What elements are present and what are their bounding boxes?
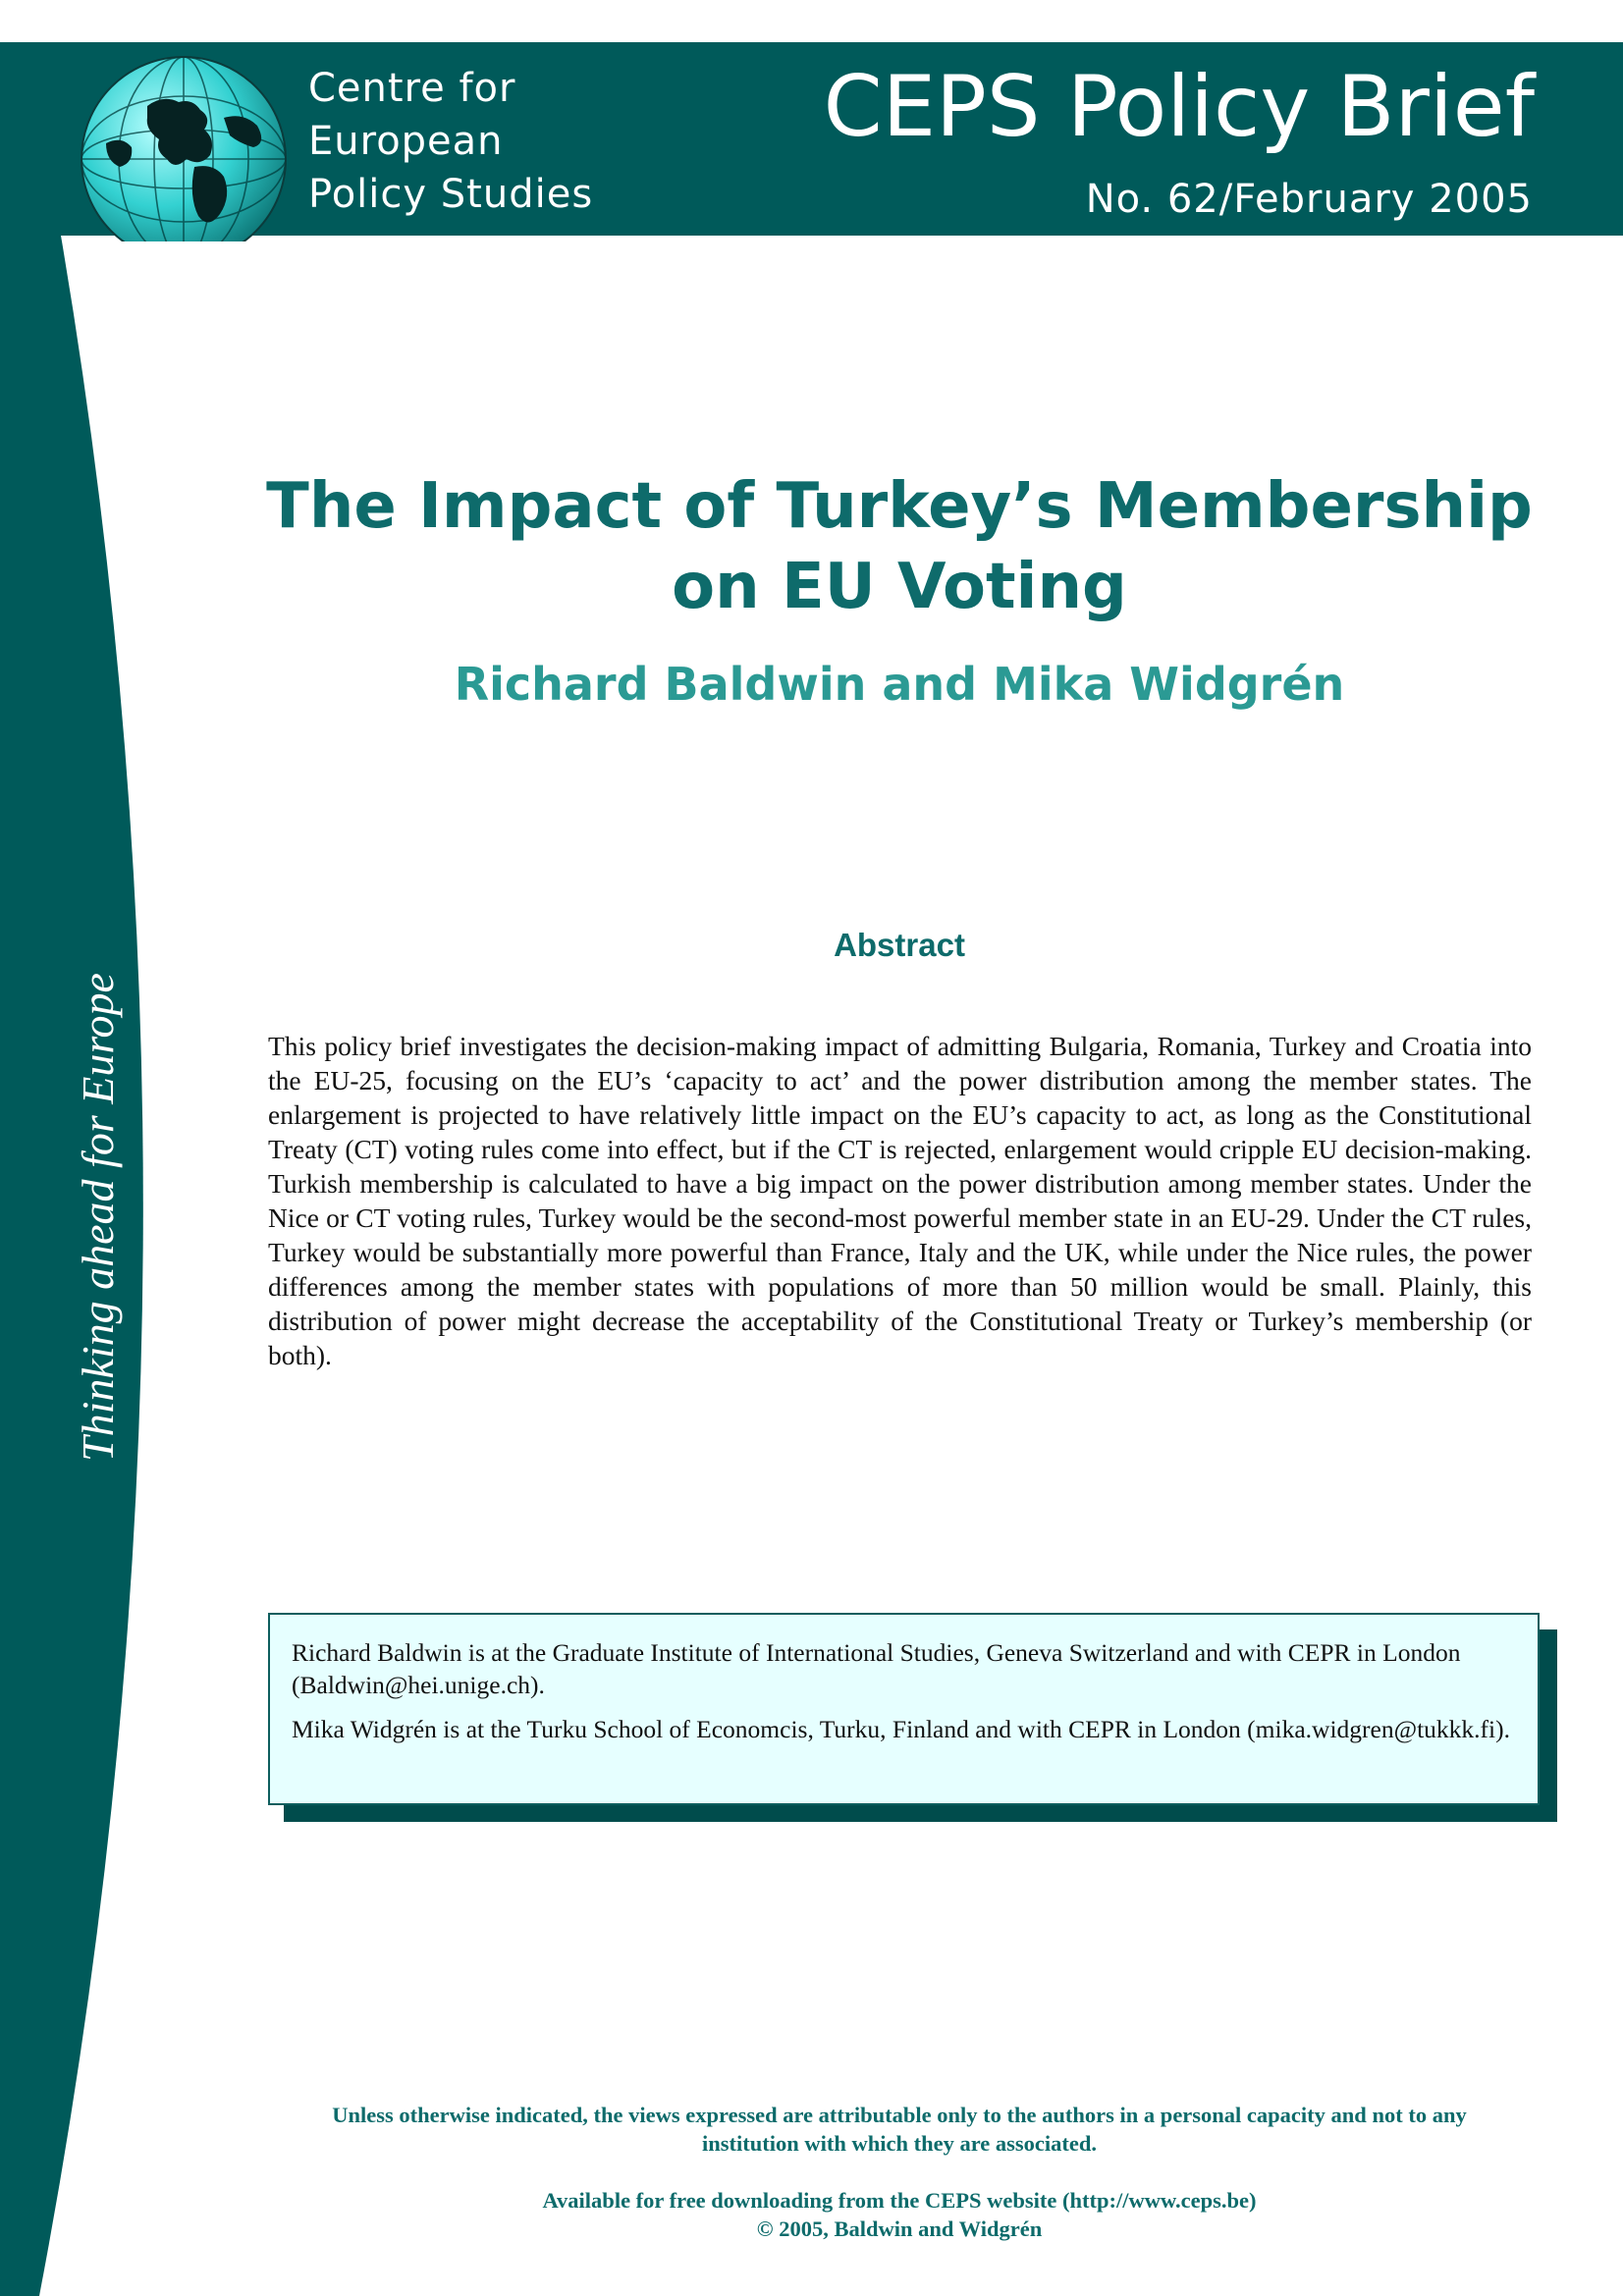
footer-disclaimer (261, 2101, 1538, 2158)
footer-availability (261, 2186, 1538, 2243)
globe-icon (77, 49, 291, 241)
org-name-line-1: Centre for (308, 66, 516, 111)
footer-disclaimer-line-1: Unless otherwise indicated, the views expressed are attributable only to the authors in a personal capacity and not to any (332, 2103, 1467, 2127)
author-note-widgren: Mika Widgrén is at the Turku School of Economcis, Turku, Finland and with CEPR in London (mika.widgren@tukkk.fi). (292, 1715, 1510, 1743)
document-title-line-2: on EU Voting (672, 551, 1127, 623)
footer-disclaimer-line-2: institution with which they are associated. (701, 2131, 1098, 2156)
author-note-baldwin: Richard Baldwin is at the Graduate Institute of International Studies, Geneva Switzerland and with CEPR in London (Baldwin@hei.unige.ch). (292, 1638, 1461, 1699)
abstract-text: This policy brief investigates the decision-making impact of admitting Bulgaria, Romania, Turkey and Croatia into the EU-25, focusing on the EU’s ‘capacity to act’ and the power distribution among the member states. The enlargement is projected to have relatively little impact on the EU’s capacity to act, as long as the Constitutional Treaty (CT) voting rules come into effect, but if the CT is rejected, enlargement would cripple EU decision-making. Turkish membership is calculated to have a big impact on the power distribution among member states. Under the Nice or CT voting rules, Turkey would be the second-most powerful member state in an EU-29. Under the CT rules, Turkey would be substantially more powerful than France, Italy and the UK, while under the Nice rules, the power differences among the member states with populations of more than 50 million would be small. Plainly, this distribution of power might decrease the acceptability of the Constitutional Treaty or Turkey’s membership (or both). (268, 1031, 1532, 1370)
footer-website-line: Available for free downloading from the CEPS website (http://www.ceps.be) (542, 2188, 1257, 2213)
footer-copyright-line: © 2005, Baldwin and Widgrén (756, 2216, 1043, 2241)
document-authors: Richard Baldwin and Mika Widgrén (454, 658, 1345, 711)
document-title (261, 466, 1538, 627)
issue-number: No. 62/February 2005 (1085, 177, 1533, 222)
series-title: CEPS Policy Brief (823, 58, 1535, 156)
org-name-line-2: European (308, 119, 504, 164)
abstract-heading: Abstract (834, 927, 965, 963)
document-title-line-1: The Impact of Turkey’s Membership (266, 470, 1533, 543)
sidebar-tagline: Thinking ahead for Europe (73, 973, 123, 1462)
author-info-box (268, 1613, 1540, 1805)
org-name-line-3: Policy Studies (308, 172, 594, 217)
